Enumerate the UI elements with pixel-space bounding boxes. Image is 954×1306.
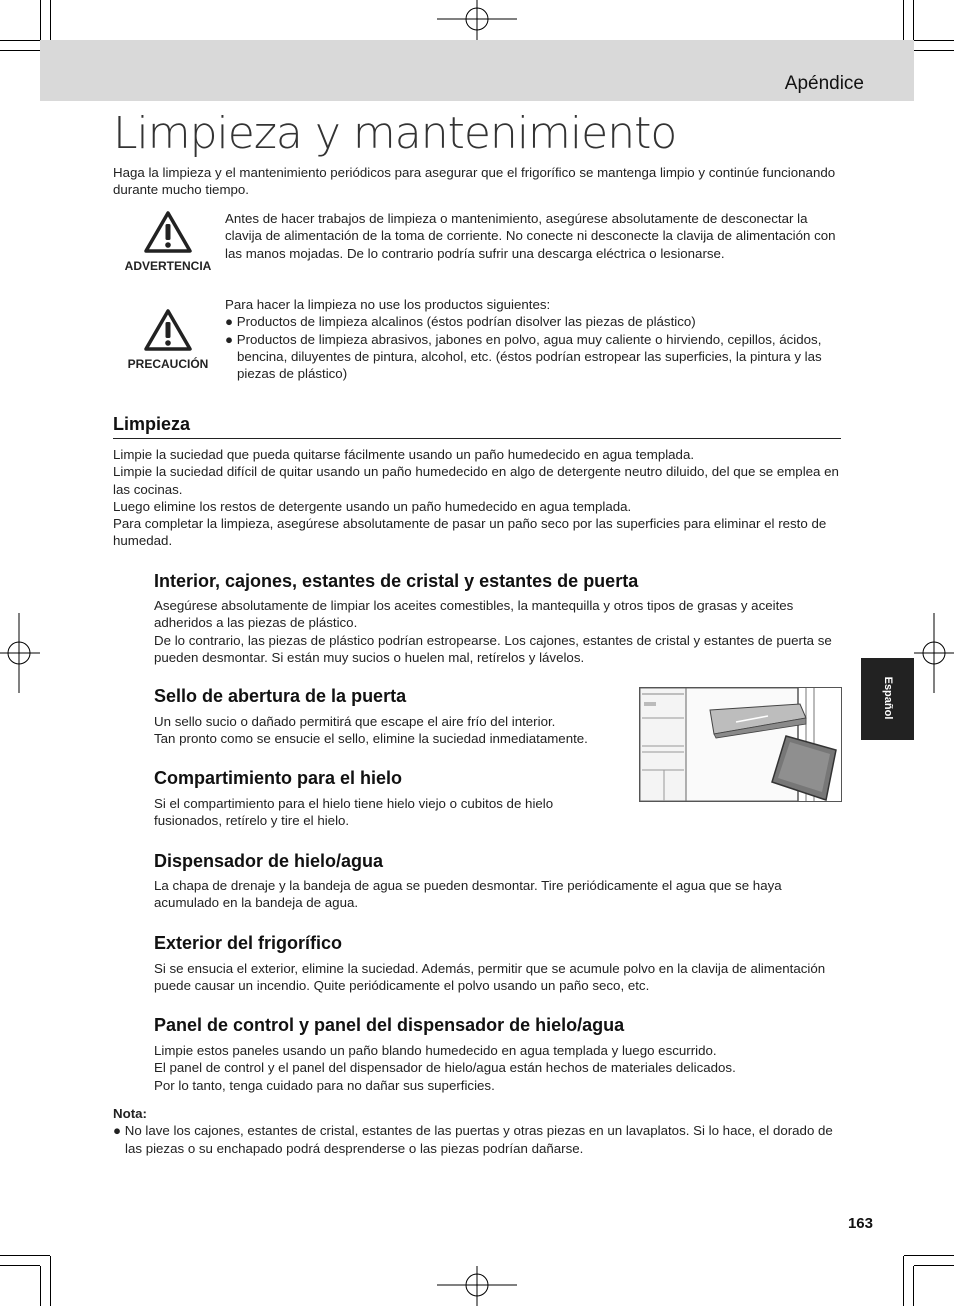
caution-icon-group <box>113 308 223 371</box>
caution-text <box>225 296 845 382</box>
page-title: Limpieza y mantenimiento <box>113 108 677 159</box>
section-line: Un sello sucio o dañado permitirá que escape el aire frío del interior. <box>154 714 556 729</box>
section-line: Limpie estos paneles usando un paño blando humedecido en agua templada y luego escurrido. <box>154 1043 717 1058</box>
registration-mark-right <box>914 613 954 693</box>
warning-label: ADVERTENCIA <box>124 259 212 273</box>
caution-label: PRECAUCIÓN <box>127 357 209 371</box>
cleaning-heading: Limpieza <box>113 414 191 434</box>
section-line: Por lo tanto, tenga cuidado para no dañar sus superficies. <box>154 1077 495 1093</box>
section-line: La chapa de drenaje y la bandeja de agua se pueden desmontar. Tire periódicamente el agua que se haya acumulado en la bandeja de agua. <box>154 878 782 911</box>
note-block <box>113 1105 843 1157</box>
section-heading-control-panel: Panel de control y panel del dispensador de hielo/agua <box>154 1015 625 1035</box>
section-line: Si se ensucia el exterior, elimine la suciedad. Además, permitir que se acumule polvo en la clavija de alimentación puede causar un incendio. Quite periódicamente el polvo usando un paño seco, etc. <box>154 961 826 994</box>
warning-block <box>113 210 843 290</box>
intro-paragraph: Haga la limpieza y el mantenimiento periódicos para asegurar que el frigorífico se mantenga limpio y continúe funcionando durante mucho tiempo. <box>113 165 836 198</box>
registration-mark-left <box>0 613 40 693</box>
section-heading-door-seal: Sello de abertura de la puerta <box>154 686 407 706</box>
caution-block <box>113 296 843 386</box>
registration-mark-bottom <box>437 1266 517 1306</box>
note-bullet: ● No lave los cajones, estantes de cristal, estantes de las puertas y otras piezas en un lavaplatos. Si lo hace, el dorado de las piezas o su enchapado podrá desprenderse o las piezas podrían dañarse. <box>113 1123 833 1156</box>
section-line: Asegúrese absolutamente de limpiar los aceites comestibles, la mantequilla y otros tipos de grasas y aceites adheridos a las piezas de plástico. <box>154 598 794 631</box>
section-text-dispenser <box>154 877 844 912</box>
door-seal-illustration <box>639 687 842 802</box>
section-text-interior <box>154 597 844 666</box>
cleaning-line: Limpie la suciedad que pueda quitarse fácilmente usando un paño humedecido en agua templada. <box>113 447 695 462</box>
section-heading-interior: Interior, cajones, estantes de cristal y estantes de puerta <box>154 571 639 591</box>
section-line: De lo contrario, las piezas de plástico podrían estropearse. Los cajones, estantes de cristal y estantes de puerta se pueden desmontar. Si están muy sucios o huelen mal, retírelos y lávelos. <box>154 632 832 665</box>
language-tab-label: Español <box>882 676 894 720</box>
section-heading-exterior: Exterior del frigorífico <box>154 933 343 953</box>
section-text-door-seal <box>154 713 634 748</box>
warning-triangle-icon <box>143 210 193 254</box>
section-line: Tan pronto como se ensucie el sello, elimine la suciedad inmediatamente. <box>154 731 588 747</box>
cleaning-line: Luego elimine los restos de detergente usando un paño humedecido en agua templada. <box>113 498 632 514</box>
caution-intro: Para hacer la limpieza no use los productos siguientes: <box>225 297 551 312</box>
cleaning-text <box>113 446 843 550</box>
registration-mark-top <box>437 0 517 40</box>
section-line: Si el compartimiento para el hielo tiene hielo viejo o cubitos de hielo fusionados, retírelo y tire el hielo. <box>154 796 554 829</box>
section-text-ice-compartment <box>154 795 614 830</box>
header-band <box>40 40 914 101</box>
heading-rule <box>113 438 841 439</box>
section-text-exterior <box>154 960 844 995</box>
warning-text: Antes de hacer trabajos de limpieza o mantenimiento, asegúrese absolutamente de desconectar la clavija de alimentación de la toma de corriente. No conecte ni desconecte la clavija de alimentación con las manos mojadas. De lo contrario podría sufrir una descarga eléctrica o lesionarse. <box>225 211 836 261</box>
caution-bullet: ● Productos de limpieza alcalinos (éstos podrían disolver las piezas de plástico) <box>225 314 696 330</box>
warning-icon-group <box>113 210 223 273</box>
page-number: 163 <box>847 1215 873 1232</box>
section-label: Apéndice <box>784 73 864 94</box>
section-line: El panel de control y el panel del dispensador de hielo/agua están hechos de materiales delicados. <box>154 1060 736 1076</box>
caution-triangle-icon <box>143 308 193 352</box>
cleaning-line: Para completar la limpieza, asegúrese absolutamente de pasar un paño seco por las superficies para eliminar el resto de humedad. <box>113 516 827 549</box>
section-heading-dispenser: Dispensador de hielo/agua <box>154 851 384 871</box>
language-tab <box>861 658 914 740</box>
note-label: Nota: <box>113 1106 147 1121</box>
caution-bullet: ● Productos de limpieza abrasivos, jabones en polvo, agua muy caliente o hirviendo, cepillos, ácidos, bencina, diluyentes de pintura, alcohol, etc. (éstos podrían estropear las superficies, la pintura y las piezas de plástico) <box>225 331 822 382</box>
section-text-control-panel <box>154 1042 844 1094</box>
cleaning-line: Limpie la suciedad difícil de quitar usando un paño humedecido en algo de detergente neutro diluido, del que se emplea en las cocinas. <box>113 464 839 497</box>
section-heading-ice-compartment: Compartimiento para el hielo <box>154 768 403 788</box>
